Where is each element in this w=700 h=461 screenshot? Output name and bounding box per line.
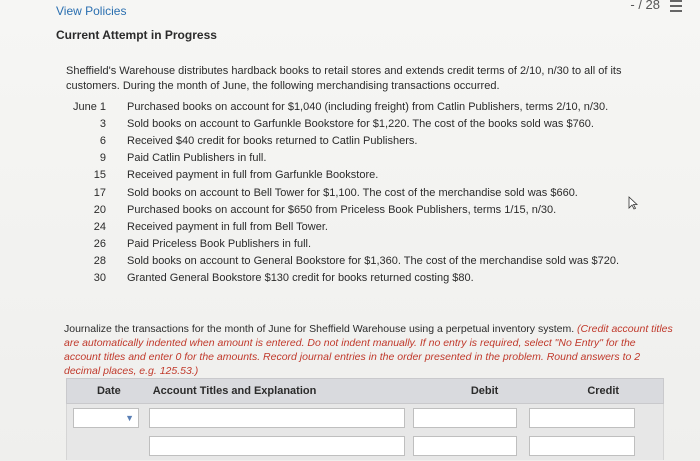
transaction-date: 24 xyxy=(93,220,106,233)
date-select[interactable] xyxy=(73,408,139,428)
question-counter: - / 28 xyxy=(630,0,660,12)
transaction-text: Sold books on account to General Bookstore for $1,360. The cost of the merchandise sold was $720. xyxy=(127,255,620,268)
transaction-text: Granted General Bookstore $130 credit for books returned costing $80. xyxy=(127,272,474,285)
list-item xyxy=(66,132,666,149)
account-title-input[interactable] xyxy=(149,408,405,428)
transaction-text: Purchased books on account for $1,040 (including freight) from Catlin Publishers, terms 2/10, n/30. xyxy=(127,100,609,113)
list-item xyxy=(66,253,666,270)
journal-table xyxy=(66,378,664,460)
transaction-list xyxy=(66,98,666,287)
journal-header xyxy=(66,378,664,404)
instructions-note: (Credit account titles are automatically indented when amount is entered. Do not indent manually. If no entry is required, select "No Entry" for the account titles and enter 0 for the amounts. Record journal entries in the order presented in the problem. Round answers to 2 decimal places, e.g. 125.53.) xyxy=(64,323,673,377)
menu-icon[interactable] xyxy=(670,0,682,12)
top-right-controls xyxy=(630,0,682,12)
header-date: Date xyxy=(96,385,121,397)
debit-input[interactable] xyxy=(413,436,517,456)
transaction-date: 17 xyxy=(93,186,106,199)
list-item xyxy=(66,201,666,218)
view-policies-link[interactable]: View Policies xyxy=(56,4,127,18)
transaction-date: 20 xyxy=(93,203,106,216)
instructions xyxy=(64,322,674,378)
credit-input[interactable] xyxy=(529,436,635,456)
account-title-input[interactable] xyxy=(149,436,405,456)
table-row xyxy=(66,404,664,432)
transaction-text: Sold books on account to Garfunkle Bookstore for $1,220. The cost of the books sold was $760. xyxy=(127,117,594,130)
list-item xyxy=(66,184,666,201)
table-row xyxy=(66,432,664,460)
transaction-text: Received $40 credit for books returned to Catlin Publishers. xyxy=(127,134,418,147)
transaction-date: June 1 xyxy=(72,100,106,113)
list-item xyxy=(66,150,666,167)
list-item xyxy=(66,218,666,235)
list-item xyxy=(66,236,666,253)
chevron-down-icon: ▼ xyxy=(125,413,134,423)
transaction-text: Paid Catlin Publishers in full. xyxy=(127,152,267,165)
problem-intro: Sheffield's Warehouse distributes hardback books to retail stores and extends credit terms of 2/10, n/30 to all of its customers. During the month of June, the following merchandising transactions occurred. xyxy=(66,65,622,92)
transaction-text: Sold books on account to Bell Tower for $1,100. The cost of the merchandise sold was $660. xyxy=(127,186,578,199)
transaction-date: 30 xyxy=(93,272,106,285)
transaction-date: 6 xyxy=(99,134,106,147)
credit-input[interactable] xyxy=(529,408,635,428)
list-item xyxy=(66,167,666,184)
transaction-date: 3 xyxy=(99,117,106,130)
header-account: Account Titles and Explanation xyxy=(152,385,317,397)
transaction-date: 9 xyxy=(99,152,106,165)
transaction-date: 28 xyxy=(93,255,106,268)
debit-input[interactable] xyxy=(413,408,517,428)
header-debit: Debit xyxy=(470,385,499,397)
list-item xyxy=(66,98,666,115)
transaction-date: 26 xyxy=(93,238,106,251)
transaction-text: Received payment in full from Garfunkle Bookstore. xyxy=(127,169,379,182)
instructions-text: Journalize the transactions for the month of June for Sheffield Warehouse using a perpetual inventory system. xyxy=(64,323,578,335)
header-credit: Credit xyxy=(587,385,620,397)
transaction-text: Received payment in full from Bell Tower. xyxy=(127,220,328,233)
transaction-text: Paid Priceless Book Publishers in full. xyxy=(127,238,312,251)
list-item xyxy=(66,115,666,132)
mouse-cursor-icon xyxy=(628,196,638,210)
transaction-text: Purchased books on account for $650 from Priceless Book Publishers, terms 1/15, n/30. xyxy=(127,203,557,216)
attempt-status: Current Attempt in Progress xyxy=(56,28,217,42)
transaction-date: 15 xyxy=(93,169,106,182)
list-item xyxy=(66,270,666,287)
